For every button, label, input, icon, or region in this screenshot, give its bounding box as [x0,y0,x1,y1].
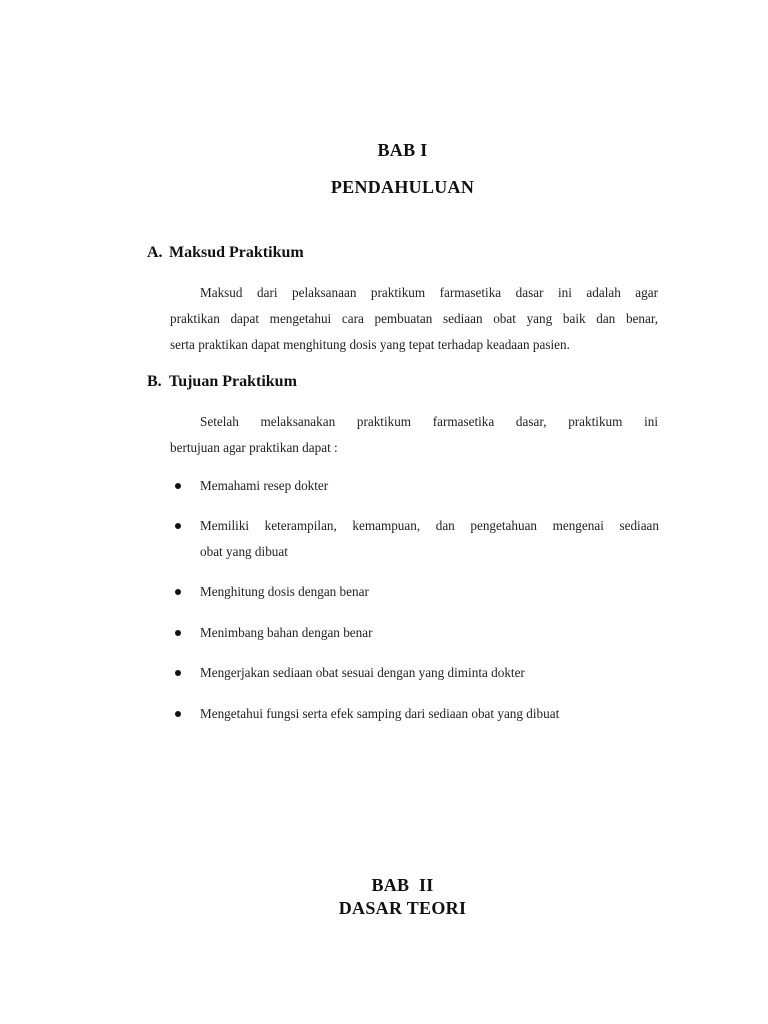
list-item-line: obat yang dibuat [200,544,288,559]
chapter-2-title: DASAR TEORI [338,898,467,918]
list-item-line: Menimbang bahan dengan benar [200,625,373,640]
paragraph-line: Setelah melaksanakan praktikum farmasetika dasar, praktikum ini [200,414,658,429]
paragraph-line: praktikan dapat mengetahui cara pembuatan sediaan obat yang baik dan benar, [170,311,658,326]
bullet-icon [175,523,181,529]
paragraph-line: bertujuan agar praktikan dapat : [170,440,338,455]
chapter-1-title: PENDAHULUAN [330,177,475,197]
section-b-heading [147,373,297,391]
list-item-text [200,620,659,646]
bullet-icon [175,711,181,717]
section-b-paragraph [170,409,658,461]
bullet-icon [175,630,181,636]
paragraph-line: serta praktikan dapat menghitung dosis yang tepat terhadap keadaan pasien. [170,337,570,352]
list-item-text [200,473,659,499]
list-item-text [200,513,659,565]
chapter-1-label: BAB I [377,140,428,160]
list-item-text [200,701,659,727]
section-a-title: Maksud Praktikum [169,244,304,261]
section-a-heading [147,244,304,262]
list-item-text [200,660,659,686]
list-item-line: Mengetahui fungsi serta efek samping dari sediaan obat yang dibuat [200,706,560,721]
bullet-icon [175,483,181,489]
section-b-title: Tujuan Praktikum [169,373,297,390]
section-b-number: B. [147,373,162,390]
list-item-line: Memahami resep dokter [200,478,329,493]
paragraph-line: Maksud dari pelaksanaan praktikum farmasetika dasar ini adalah agar [200,285,658,300]
section-a-paragraph [170,280,658,358]
chapter-2-label: BAB II [371,875,434,895]
list-item-line: Mengerjakan sediaan obat sesuai dengan yang diminta dokter [200,665,525,680]
list-item-text [200,579,659,605]
list-item-line: Menghitung dosis dengan benar [200,584,369,599]
list-item-line: Memiliki keterampilan, kemampuan, dan pengetahuan mengenai sediaan [200,518,659,533]
bullet-icon [175,589,181,595]
bullet-icon [175,670,181,676]
section-a-number: A. [147,244,163,261]
